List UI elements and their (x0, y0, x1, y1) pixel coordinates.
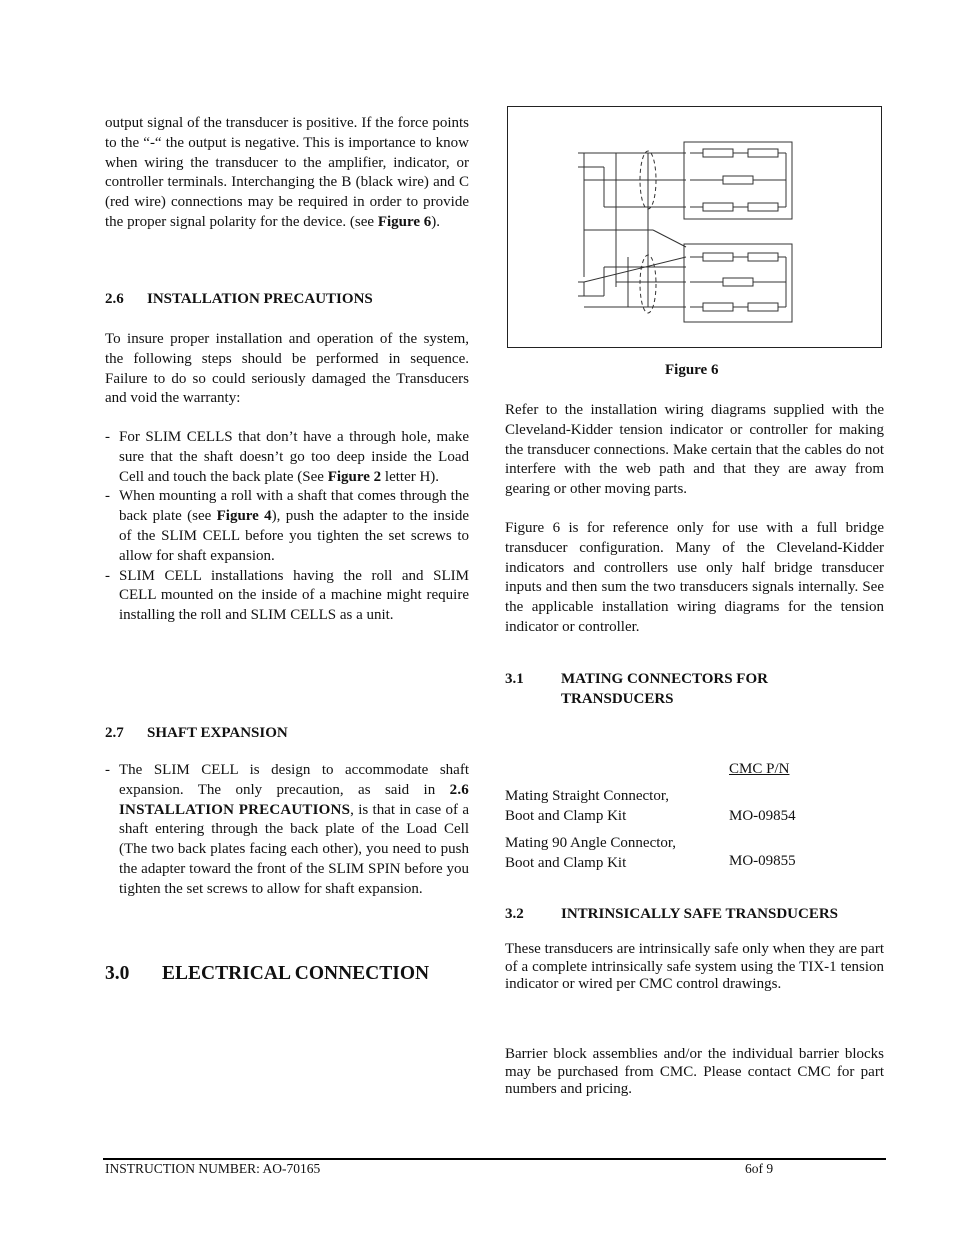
section-2-6-heading (105, 290, 469, 310)
precautions-list (105, 428, 469, 626)
section-number: 3.1 (505, 671, 524, 687)
section-number: 3.2 (505, 906, 524, 922)
section-title: MATING CONNECTORS FOR TRANSDUCERS (561, 671, 768, 707)
part-number: MO-09854 (729, 808, 796, 824)
row-description: Mating Straight Connector, (505, 788, 669, 804)
item-text: For SLIM CELLS that don’t have a through hole, make sure that the shaft doesn’t go too deep inside the Load Cell and touch the back plate (See (119, 429, 469, 485)
figure-6-ref: Figure 6 (377, 213, 432, 230)
section-number: 2.7 (105, 725, 124, 741)
section-2-6-ref: 2.6 INSTALLATION PRECAUTIONS (119, 781, 469, 818)
paragraph-text: Refer to the installation wiring diagrams supplied with the Cleveland-Kidder tension indicator or controller for making the transducer connections. Make certain that the cables do not interfere with the web path and that they are away from gearing or other moving parts. (505, 402, 884, 498)
row-description-cont: Boot and Clamp Kit (505, 854, 627, 871)
table-row (505, 834, 676, 874)
item-text: SLIM CELL installations having the roll and SLIM CELL mounted on the inside of a machine might require installing the roll and SLIM CELLS as a unit. (119, 567, 469, 624)
list-item (105, 761, 469, 900)
section-number: 3.0 (105, 963, 130, 984)
footer-instruction-number: INSTRUCTION NUMBER: AO-70165 (105, 1161, 321, 1176)
intro-text: output signal of the transducer is positive. If the force points to the “-“ the output is negative. This is importance to know when wiring the transducer to the amplifier, indicator, or controller terminals. Interchanging the B (black wire) and C (red wire) connections may be required in order to provide the proper signal polarity for the device. (see (105, 115, 469, 230)
wiring-diagram-svg (508, 107, 881, 347)
section-2-7-heading (105, 724, 469, 744)
section-number: 2.6 (105, 291, 124, 307)
part-number: MO-09855 (729, 853, 796, 869)
paragraph-text: Figure 6 is for reference only for use with a full bridge transducer configuration. Many of the Cleveland-Kidder indicators and controllers use only half bridge transducer inputs and then sum the two transducers signals internally. See the applicable installation wiring diagrams for the tension indicator or controller. (505, 520, 884, 635)
item-text-end: letter H). (381, 468, 440, 485)
section-title: INTRINSICALLY SAFE TRANSDUCERS (561, 906, 839, 922)
row-part-number (729, 852, 796, 872)
cmc-pn-header: CMC P/N (729, 761, 790, 777)
figure-6-wiring-diagram (507, 106, 882, 348)
barrier-block-paragraph (505, 1046, 884, 1099)
figure-4-ref: Figure 4 (216, 508, 272, 525)
full-bridge-paragraph (505, 519, 884, 638)
list-item (105, 567, 469, 626)
section-3-1-heading (505, 670, 884, 710)
figure-6-caption: Figure 6 (665, 362, 719, 378)
section-title: SHAFT EXPANSION (147, 725, 288, 741)
item-text-end: , is that in case of a shaft entering through the back plate of the Load Cell (The two back plates facing each other), you need to push the adapter toward the front of the SLIM SPIN before you tighten the set screws to allow for shaft expansion. (119, 801, 469, 897)
row-description-cont: Boot and Clamp Kit (505, 807, 627, 824)
shaft-expansion-list (105, 761, 469, 900)
table-header-pn (729, 760, 789, 780)
item-text: When mounting a roll with a shaft that comes through the back plate (see (119, 488, 469, 525)
item-text: The SLIM CELL is design to accommodate shaft expansion. The only precaution, as said in (119, 762, 469, 798)
section-3-2-heading (505, 905, 884, 925)
table-row (505, 787, 669, 827)
row-description: Mating 90 Angle Connector, (505, 835, 677, 851)
section-title: INSTALLATION PRECAUTIONS (147, 291, 373, 307)
section-3-0-heading (105, 964, 469, 984)
paragraph-text: These transducers are intrinsically safe only when they are part of a complete intrinsically safe system using the TIX-1 tension indicator or wired per CMC control drawings. (505, 941, 884, 992)
list-item (105, 428, 469, 487)
footer-rule (103, 1158, 886, 1160)
item-text-end: ), push the adapter to the inside of the SLIM CELL before you tighten the set screws to allow for shaft expansion. (119, 508, 469, 564)
list-item (105, 487, 469, 566)
intrinsically-safe-paragraph (505, 941, 884, 994)
paragraph-text: Barrier block assemblies and/or the individual barrier blocks may be purchased from CMC. Please contact CMC for part numbers and pricing. (505, 1046, 884, 1097)
row-part-number (729, 807, 796, 827)
precautions-text: To insure proper installation and operation of the system, the following steps should be performed in sequence. Failure to do so could seriously damaged the Transducers and void the warranty: (105, 331, 469, 407)
intro-paragraph (105, 114, 469, 233)
wiring-reference-paragraph (505, 401, 884, 500)
footer-page-number: 6of 9 (745, 1161, 774, 1176)
intro-end: ). (431, 213, 441, 230)
figure-2-ref: Figure 2 (327, 468, 382, 485)
section-title: ELECTRICAL CONNECTION (162, 963, 430, 984)
section-2-6-paragraph (105, 330, 469, 409)
